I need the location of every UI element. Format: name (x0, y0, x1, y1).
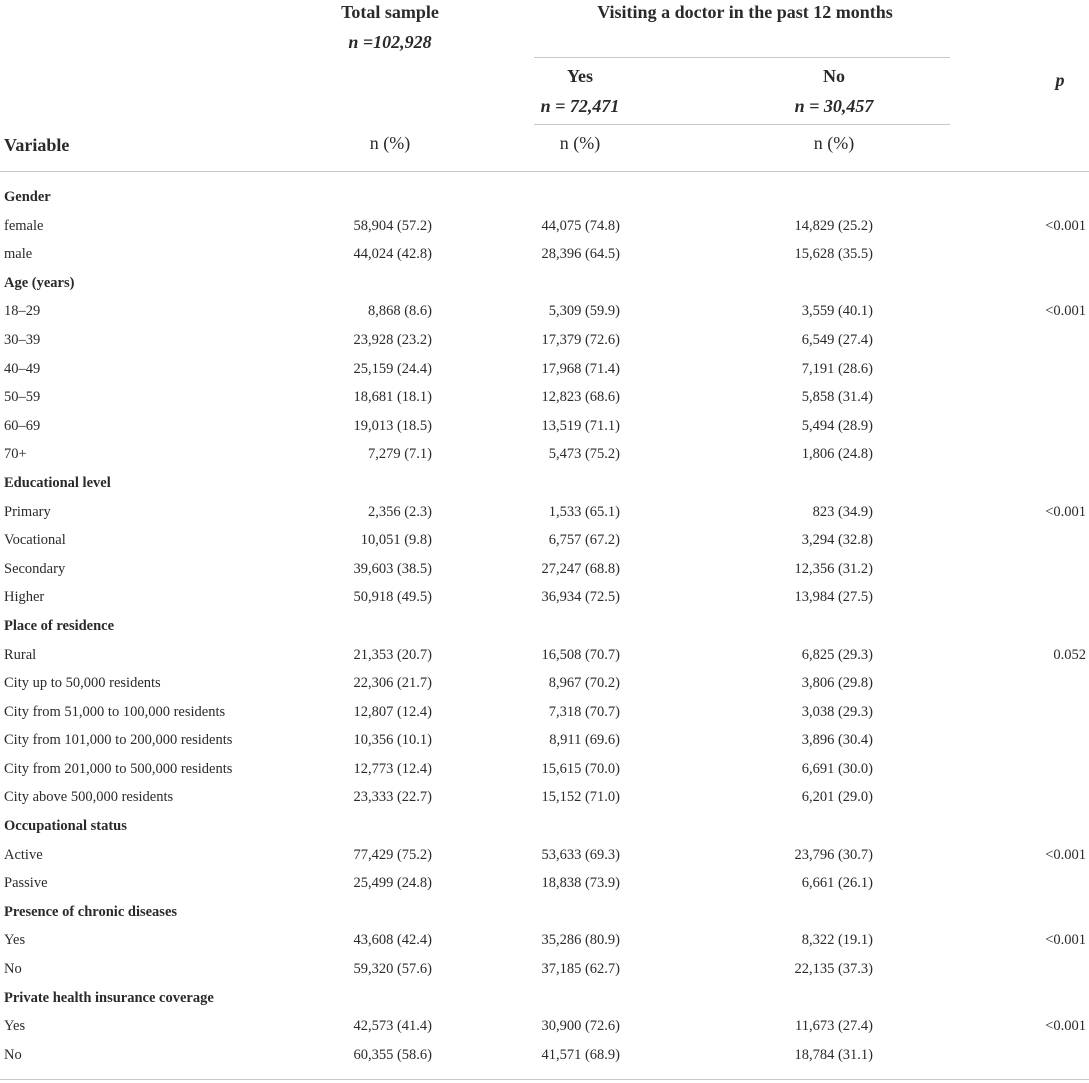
table-row (0, 241, 1089, 270)
visited-yes-cell: 8,911 (69.6) (549, 732, 620, 749)
row-label: 60–69 (4, 417, 41, 434)
p-value-cell: <0.001 (1045, 217, 1086, 234)
section-header-row (0, 470, 1089, 499)
visited-yes-cell: 5,473 (75.2) (548, 446, 620, 463)
visited-yes-cell: 35,286 (80.9) (541, 932, 620, 949)
visited-yes-cell: 28,396 (64.5) (541, 246, 620, 263)
header-variable: Variable (4, 135, 70, 155)
visited-yes-cell: 27,247 (68.8) (541, 560, 620, 577)
visited-no-cell: 823 (34.9) (812, 503, 873, 520)
header-total-sample: Total sample (341, 2, 439, 22)
table-row (0, 1042, 1089, 1071)
visited-yes-cell: 17,379 (72.6) (541, 331, 620, 348)
row-label: Yes (4, 1018, 26, 1035)
total-sample-cell: 8,868 (8.6) (367, 303, 432, 320)
section-header-row (0, 813, 1089, 842)
total-sample-cell: 50,918 (49.5) (353, 589, 432, 606)
table-row (0, 727, 1089, 756)
table-row (0, 441, 1089, 470)
visited-yes-cell: 30,900 (72.6) (541, 1018, 620, 1035)
visited-no-cell: 3,559 (40.1) (801, 303, 873, 320)
visited-no-cell: 12,356 (31.2) (794, 560, 873, 577)
header-n-pct-total: n (%) (369, 133, 411, 153)
total-sample-cell: 60,355 (58.6) (353, 1046, 432, 1063)
visited-no-cell: 13,984 (27.5) (794, 589, 873, 606)
total-sample-cell: 12,773 (12.4) (353, 760, 432, 777)
visited-yes-cell: 41,571 (68.9) (541, 1046, 620, 1063)
visited-no-cell: 15,628 (35.5) (794, 246, 873, 263)
section-header-row (0, 899, 1089, 928)
visited-no-cell: 6,691 (30.0) (801, 760, 873, 777)
header-yes-n: n = 72,471 (540, 96, 620, 116)
p-value-cell: <0.001 (1045, 503, 1086, 520)
section-header-row (0, 270, 1089, 299)
table-row (0, 870, 1089, 899)
visited-yes-cell: 15,615 (70.0) (541, 760, 620, 777)
total-sample-cell: 19,013 (18.5) (353, 417, 432, 434)
row-label: 40–49 (4, 360, 41, 377)
table-row (0, 413, 1089, 442)
total-sample-cell: 25,499 (24.8) (353, 875, 432, 892)
table-body (0, 184, 1089, 1070)
p-value-cell: <0.001 (1045, 303, 1086, 320)
row-label: City from 51,000 to 100,000 residents (4, 703, 226, 720)
total-sample-cell: 39,603 (38.5) (353, 560, 432, 577)
visited-yes-cell: 18,838 (73.9) (541, 875, 620, 892)
total-sample-cell: 58,904 (57.2) (353, 217, 432, 234)
row-label: City from 201,000 to 500,000 residents (4, 760, 233, 777)
row-label: 50–59 (4, 389, 41, 406)
p-value-cell: <0.001 (1045, 846, 1086, 863)
header-yes: Yes (567, 66, 593, 86)
table-row (0, 642, 1089, 671)
p-value-cell: <0.001 (1045, 932, 1086, 949)
table-row (0, 298, 1089, 327)
row-label: Gender (4, 189, 51, 205)
row-label: female (4, 217, 44, 234)
total-sample-cell: 43,608 (42.4) (353, 932, 432, 949)
header-subgroup-rule (534, 124, 950, 125)
total-sample-cell: 10,356 (10.1) (353, 732, 432, 749)
visited-yes-cell: 12,823 (68.6) (541, 389, 620, 406)
table-bottom-rule (0, 1079, 1089, 1080)
table-row (0, 1013, 1089, 1042)
row-label: 30–39 (4, 331, 41, 348)
total-sample-cell: 12,807 (12.4) (353, 703, 432, 720)
header-no-n: n = 30,457 (794, 96, 874, 116)
visited-yes-cell: 36,934 (72.5) (541, 589, 620, 606)
table-row (0, 584, 1089, 613)
table-row (0, 384, 1089, 413)
visited-no-cell: 3,896 (30.4) (801, 732, 873, 749)
section-header-row (0, 613, 1089, 642)
header-visiting-doctor: Visiting a doctor in the past 12 months (597, 2, 893, 22)
section-header-row (0, 985, 1089, 1014)
total-sample-cell: 77,429 (75.2) (353, 846, 432, 863)
visited-no-cell: 3,294 (32.8) (801, 532, 873, 549)
total-sample-cell: 10,051 (9.8) (360, 532, 432, 549)
visited-yes-cell: 8,967 (70.2) (548, 675, 620, 692)
row-label: Higher (4, 589, 45, 606)
table-row (0, 527, 1089, 556)
header-total-n: n =102,928 (348, 32, 432, 52)
row-label: 18–29 (4, 303, 41, 320)
row-label: City from 101,000 to 200,000 residents (4, 732, 233, 749)
row-label: Active (4, 846, 43, 863)
visited-no-cell: 14,829 (25.2) (794, 217, 873, 234)
visited-yes-cell: 15,152 (71.0) (541, 789, 620, 806)
table-row (0, 842, 1089, 871)
total-sample-cell: 44,024 (42.8) (353, 246, 432, 263)
header-p: p (1055, 70, 1065, 90)
row-label: No (4, 961, 22, 978)
row-label: City above 500,000 residents (4, 789, 174, 806)
total-sample-cell: 18,681 (18.1) (353, 389, 432, 406)
row-label: Educational level (4, 474, 111, 491)
p-value-cell: 0.052 (1053, 646, 1086, 663)
table-row (0, 556, 1089, 585)
visited-no-cell: 3,038 (29.3) (801, 703, 873, 720)
visited-yes-cell: 13,519 (71.1) (541, 417, 620, 434)
visited-no-cell: 6,201 (29.0) (801, 789, 873, 806)
visited-no-cell: 6,825 (29.3) (801, 646, 873, 663)
total-sample-cell: 22,306 (21.7) (353, 675, 432, 692)
table-row (0, 356, 1089, 385)
visited-no-cell: 5,494 (28.9) (801, 417, 873, 434)
total-sample-cell: 2,356 (2.3) (367, 503, 432, 520)
table-row (0, 327, 1089, 356)
total-sample-cell: 59,320 (57.6) (353, 961, 432, 978)
section-header-row (0, 184, 1089, 213)
visited-yes-cell: 7,318 (70.7) (548, 703, 620, 720)
row-label: City up to 50,000 residents (4, 675, 161, 692)
visited-yes-cell: 16,508 (70.7) (541, 646, 620, 663)
visited-yes-cell: 53,633 (69.3) (541, 846, 620, 863)
visited-no-cell: 5,858 (31.4) (801, 389, 873, 406)
visited-yes-cell: 6,757 (67.2) (548, 532, 620, 549)
table-row (0, 699, 1089, 728)
visited-no-cell: 23,796 (30.7) (794, 846, 873, 863)
visited-no-cell: 18,784 (31.1) (794, 1046, 873, 1063)
header-span-rule (534, 57, 950, 58)
visited-no-cell: 22,135 (37.3) (794, 961, 873, 978)
visited-yes-cell: 1,533 (65.1) (548, 503, 620, 520)
row-label: Age (years) (4, 274, 75, 291)
table-row (0, 213, 1089, 242)
visited-no-cell: 1,806 (24.8) (801, 446, 873, 463)
row-label: male (4, 246, 33, 263)
header-bottom-rule (0, 171, 1089, 172)
visited-no-cell: 11,673 (27.4) (795, 1018, 873, 1035)
row-label: No (4, 1046, 22, 1063)
visited-yes-cell: 17,968 (71.4) (541, 360, 620, 377)
table-row (0, 499, 1089, 528)
total-sample-cell: 21,353 (20.7) (353, 646, 432, 663)
row-label: Yes (4, 932, 26, 949)
visited-yes-cell: 44,075 (74.8) (541, 217, 620, 234)
total-sample-cell: 23,928 (23.2) (353, 331, 432, 348)
visited-no-cell: 6,661 (26.1) (801, 875, 873, 892)
row-label: Passive (4, 875, 48, 892)
header-n-pct-yes: n (%) (559, 133, 601, 153)
visited-no-cell: 3,806 (29.8) (801, 675, 873, 692)
total-sample-cell: 7,279 (7.1) (367, 446, 432, 463)
row-label: Rural (4, 646, 37, 663)
total-sample-cell: 25,159 (24.4) (353, 360, 432, 377)
visited-yes-cell: 5,309 (59.9) (548, 303, 620, 320)
visited-no-cell: 6,549 (27.4) (801, 331, 873, 348)
row-label: Place of residence (4, 617, 115, 634)
visited-no-cell: 8,322 (19.1) (801, 932, 873, 949)
row-label: 70+ (4, 446, 27, 463)
row-label: Presence of chronic diseases (4, 903, 178, 920)
header-n-pct-no: n (%) (813, 133, 855, 153)
row-label: Occupational status (4, 818, 127, 835)
row-label: Private health insurance coverage (4, 989, 214, 1006)
table-row (0, 670, 1089, 699)
visited-yes-cell: 37,185 (62.7) (541, 961, 620, 978)
table-row (0, 927, 1089, 956)
row-label: Primary (4, 503, 51, 520)
visited-no-cell: 7,191 (28.6) (801, 360, 873, 377)
total-sample-cell: 23,333 (22.7) (353, 789, 432, 806)
table-row (0, 956, 1089, 985)
total-sample-cell: 42,573 (41.4) (353, 1018, 432, 1035)
p-value-cell: <0.001 (1045, 1018, 1086, 1035)
header-no: No (823, 66, 845, 86)
row-label: Vocational (4, 532, 66, 549)
table-row (0, 756, 1089, 785)
row-label: Secondary (4, 560, 66, 577)
table-row (0, 784, 1089, 813)
